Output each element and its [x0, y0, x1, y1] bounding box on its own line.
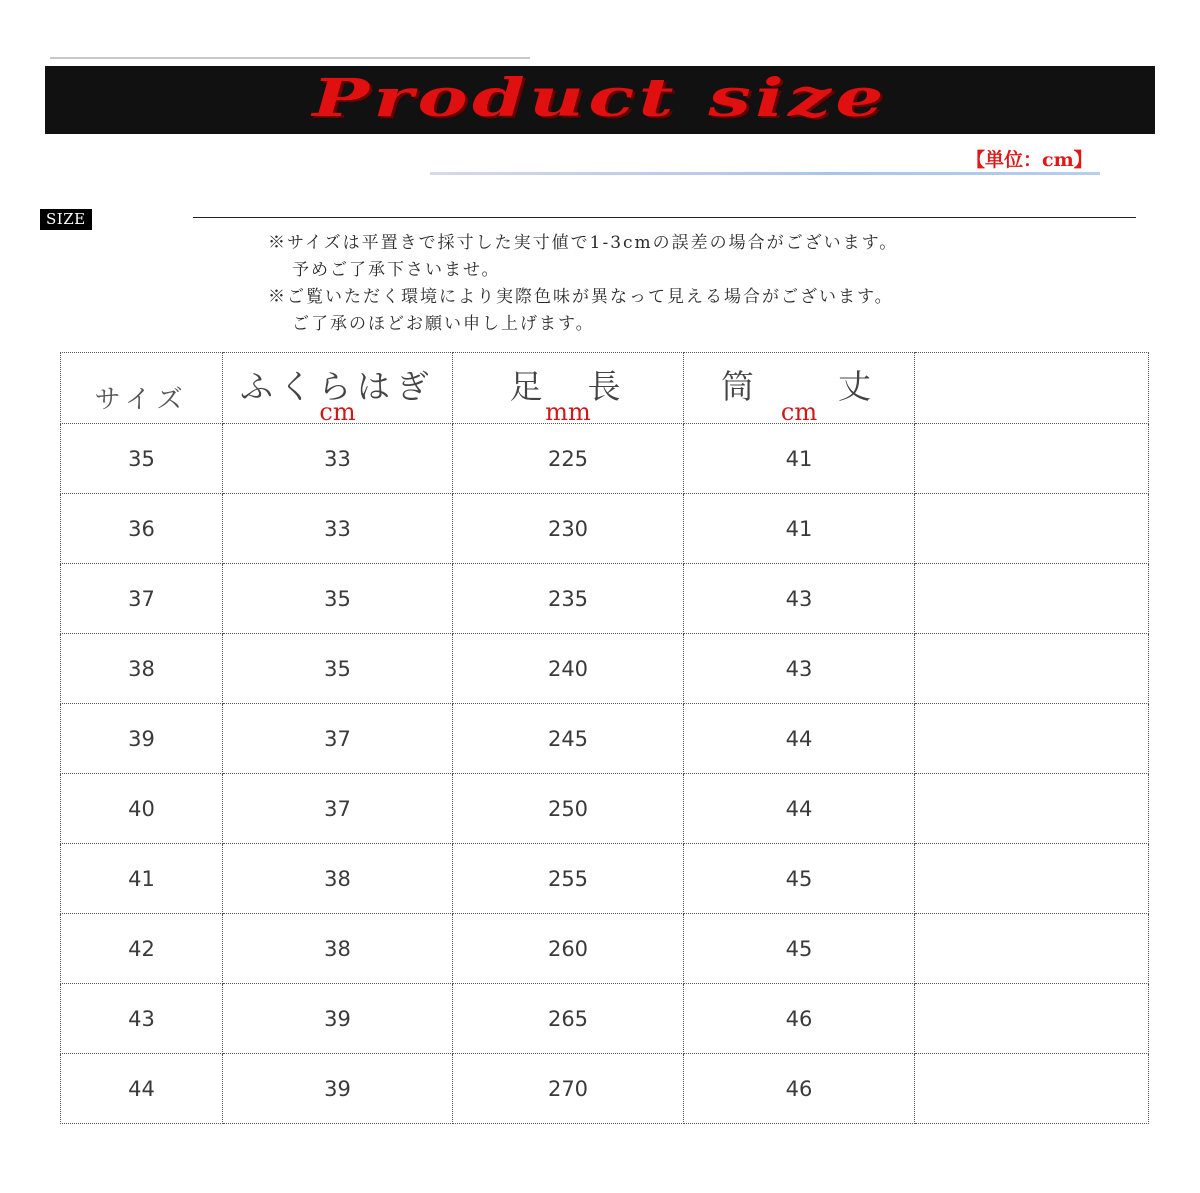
table-row	[61, 424, 1149, 494]
cell-foot-length: 245	[453, 704, 684, 774]
size-table	[60, 352, 1149, 1124]
header-shaft-height	[684, 353, 915, 424]
cell-calf: 38	[223, 844, 453, 914]
size-tag: SIZE	[40, 209, 92, 230]
cell-foot-length: 250	[453, 774, 684, 844]
cell-shaft-height: 46	[684, 1054, 915, 1124]
cell-shaft-height: 43	[684, 634, 915, 704]
cell-shaft-height: 45	[684, 844, 915, 914]
cell-empty	[915, 704, 1149, 774]
cell-shaft-height: 41	[684, 424, 915, 494]
cell-empty	[915, 494, 1149, 564]
cell-shaft-height: 46	[684, 984, 915, 1054]
cell-calf: 39	[223, 1054, 453, 1124]
cell-foot-length: 230	[453, 494, 684, 564]
header-unit: cm	[780, 398, 818, 426]
table-row	[61, 844, 1149, 914]
cell-size: 39	[61, 704, 223, 774]
table-header-row	[61, 353, 1149, 424]
table-row	[61, 774, 1149, 844]
header-calf	[223, 353, 453, 424]
header-label: ふくらはぎ	[240, 367, 435, 406]
blue-divider	[430, 172, 1100, 175]
cell-size: 44	[61, 1054, 223, 1124]
note-line: ご了承のほどお願い申し上げます。	[292, 314, 595, 334]
cell-size: 41	[61, 844, 223, 914]
note-line: 予めご了承下さいませ。	[292, 260, 501, 280]
table-row	[61, 914, 1149, 984]
cell-calf: 35	[223, 634, 453, 704]
size-notes	[268, 230, 898, 338]
header-label: 足 長	[509, 367, 627, 406]
table-row	[61, 564, 1149, 634]
cell-shaft-height: 45	[684, 914, 915, 984]
cell-empty	[915, 984, 1149, 1054]
cell-foot-length: 235	[453, 564, 684, 634]
cell-shaft-height: 43	[684, 564, 915, 634]
cell-size: 37	[61, 564, 223, 634]
cell-size: 35	[61, 424, 223, 494]
cell-empty	[915, 774, 1149, 844]
cell-foot-length: 260	[453, 914, 684, 984]
header-label: 筒 丈	[721, 367, 877, 406]
cell-shaft-height: 41	[684, 494, 915, 564]
table-row	[61, 494, 1149, 564]
cell-size: 36	[61, 494, 223, 564]
note-line: ※ご覧いただく環境により実際色味が異なって見える場合がございます。	[268, 287, 894, 307]
banner-title: Product size	[312, 68, 888, 129]
cell-foot-length: 270	[453, 1054, 684, 1124]
cell-calf: 38	[223, 914, 453, 984]
cell-shaft-height: 44	[684, 774, 915, 844]
cell-calf: 33	[223, 494, 453, 564]
note-line: ※サイズは平置きで採寸した実寸値で1-3cmの誤差の場合がございます。	[268, 233, 899, 253]
unit-label: 【単位：cm】	[966, 149, 1093, 171]
cell-foot-length: 255	[453, 844, 684, 914]
header-label: サイズ	[94, 385, 189, 415]
cell-size: 43	[61, 984, 223, 1054]
header-unit: mm	[545, 398, 591, 426]
header-size	[61, 353, 223, 424]
cell-calf: 37	[223, 774, 453, 844]
cell-foot-length: 225	[453, 424, 684, 494]
cell-empty	[915, 634, 1149, 704]
cell-calf: 39	[223, 984, 453, 1054]
table-row	[61, 634, 1149, 704]
top-divider	[50, 57, 530, 59]
table-row	[61, 1054, 1149, 1124]
cell-size: 38	[61, 634, 223, 704]
cell-empty	[915, 1054, 1149, 1124]
table-row	[61, 984, 1149, 1054]
cell-empty	[915, 424, 1149, 494]
table-row	[61, 704, 1149, 774]
header-empty	[915, 353, 1149, 424]
product-size-banner	[45, 66, 1155, 134]
cell-calf: 33	[223, 424, 453, 494]
cell-calf: 35	[223, 564, 453, 634]
cell-size: 42	[61, 914, 223, 984]
header-unit: cm	[319, 398, 356, 426]
cell-empty	[915, 844, 1149, 914]
header-foot-length	[453, 353, 684, 424]
cell-empty	[915, 914, 1149, 984]
cell-size: 40	[61, 774, 223, 844]
size-divider	[193, 217, 1136, 218]
cell-calf: 37	[223, 704, 453, 774]
cell-foot-length: 240	[453, 634, 684, 704]
cell-foot-length: 265	[453, 984, 684, 1054]
cell-shaft-height: 44	[684, 704, 915, 774]
cell-empty	[915, 564, 1149, 634]
